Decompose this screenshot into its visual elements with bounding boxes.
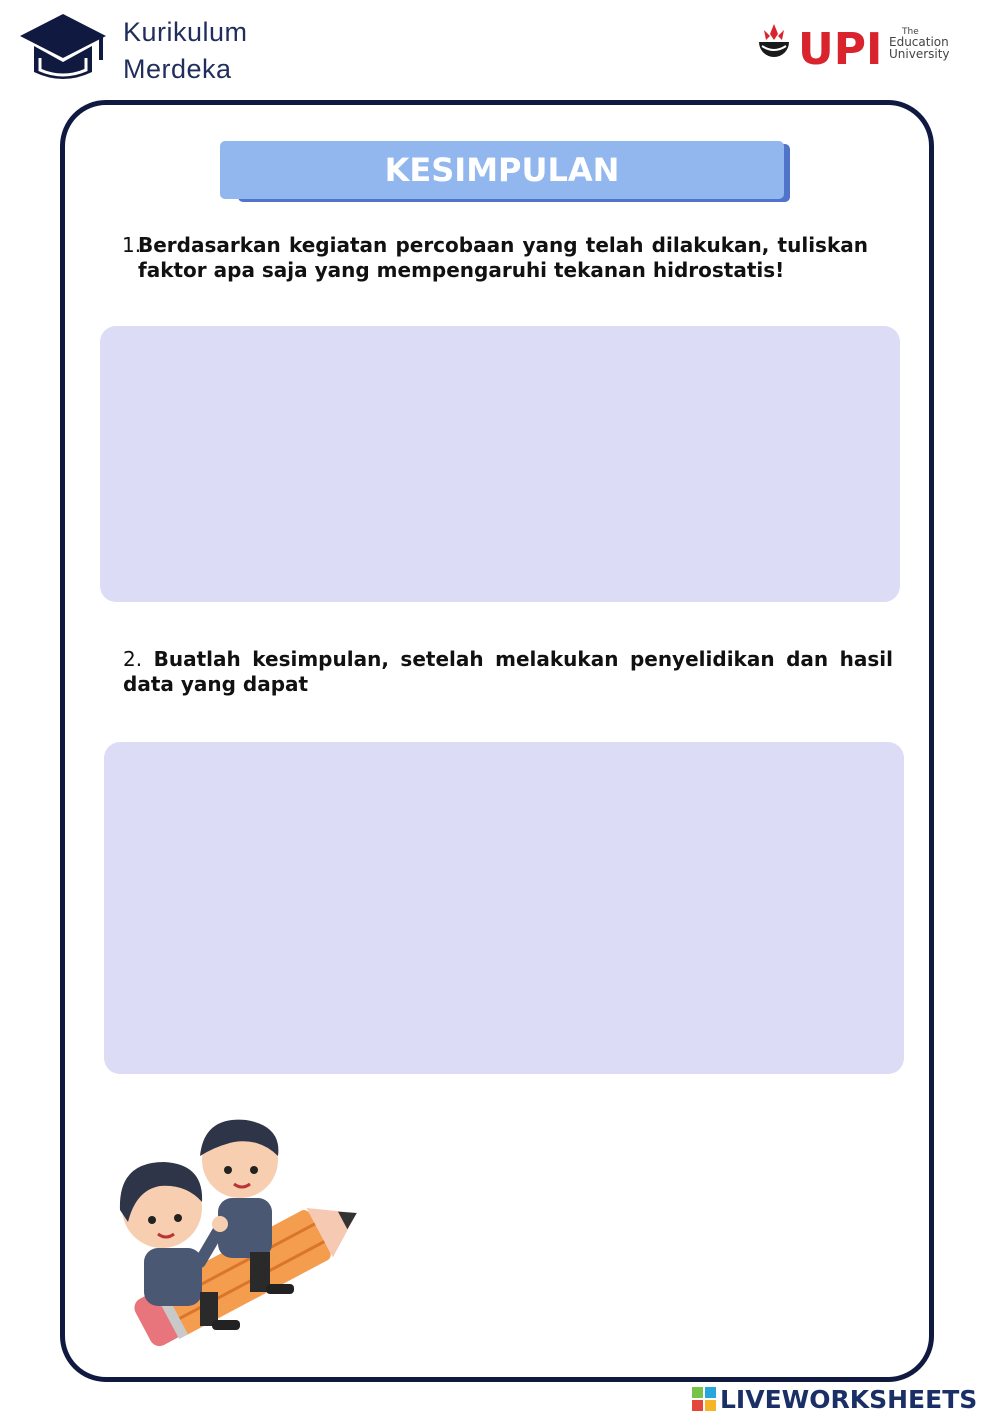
question-1 (122, 233, 868, 283)
kids-riding-pencil-illustration (100, 1112, 370, 1352)
brand-text (123, 14, 248, 88)
graduation-cap-icon (18, 12, 108, 86)
upi-emblem-icon (756, 20, 962, 70)
question-2 (123, 647, 893, 697)
title-bar (220, 141, 784, 199)
liveworksheets-text: LIVEWORKSHEETS (720, 1384, 978, 1414)
question-1-text: Berdasarkan kegiatan percobaan yang telah dilakukan, tuliskan faktor apa saja yang mempengaruhi tekanan hidrostatis! (138, 233, 868, 282)
question-1-number: 1. (122, 233, 142, 257)
liveworksheets-icon (692, 1387, 716, 1411)
worksheet-title: KESIMPULAN (384, 151, 620, 189)
question-2-text (123, 647, 893, 697)
answer-box-1[interactable] (100, 326, 900, 602)
question-2-number: 2. (123, 647, 143, 671)
brand-line-1: Kurikulum (123, 17, 248, 47)
upi-abbr: UPI (798, 24, 883, 70)
upi-tag-1: The (902, 27, 919, 37)
question-2-body: Buatlah kesimpulan, setelah melakukan penyelidikan dan hasil data yang dapat (123, 647, 893, 696)
liveworksheets-watermark[interactable] (692, 1384, 992, 1414)
brand-line-2: Merdeka (123, 54, 232, 84)
upi-tag-2: Education (889, 35, 949, 49)
answer-box-2[interactable] (104, 742, 904, 1074)
upi-tag-3: University (889, 47, 950, 61)
